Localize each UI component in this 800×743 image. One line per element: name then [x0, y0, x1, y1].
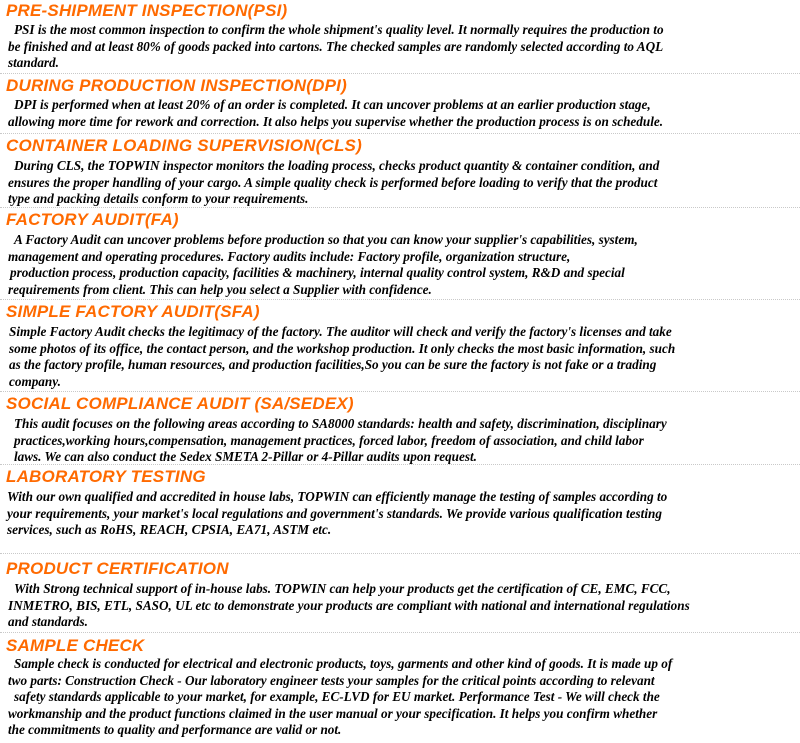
section-body — [8, 158, 796, 208]
body-line: company. — [9, 373, 61, 389]
body-line: laws. We can also conduct the Sedex SMETA 2-Pillar or 4-Pillar audits upon request. — [14, 449, 477, 465]
body-line: During CLS, the TOPWIN inspector monitors the loading process, checks product quantity & container condition, and — [14, 158, 660, 173]
section-body — [8, 232, 796, 298]
section-divider — [0, 391, 800, 393]
section-fa — [0, 210, 800, 298]
section-social-compliance — [0, 394, 800, 464]
body-line: requirements from client. This can help you select a Supplier with confidence. — [8, 281, 432, 297]
body-line: workmanship and the product functions claimed in the user manual or your specification. It helps you confirm whether — [8, 705, 658, 721]
body-line: allowing more time for rework and correction. It also helps you supervise whether the production process is on schedule. — [8, 113, 664, 129]
body-line: PSI is the most common inspection to confirm the whole shipment's quality level. It normally requires the production to — [14, 22, 664, 37]
body-line: production process, production capacity, facilities & machinery, internal quality control system, R&D and special — [10, 265, 625, 281]
section-body — [9, 324, 796, 390]
body-line: two parts: Construction Check - Our laboratory engineer tests your samples for the critical points according to relevant — [8, 672, 655, 688]
section-divider — [0, 299, 800, 301]
section-laboratory-testing — [0, 467, 800, 547]
section-body — [8, 22, 796, 72]
section-divider — [0, 207, 800, 209]
section-title: PRODUCT CERTIFICATION — [6, 559, 229, 578]
section-body — [7, 489, 796, 539]
section-body — [8, 581, 796, 631]
section-divider — [0, 133, 800, 135]
section-divider — [0, 73, 800, 75]
section-title: SIMPLE FACTORY AUDIT(SFA) — [6, 302, 260, 321]
body-line: some photos of its office, the contact person, and the workshop production. It only checks the most basic information, such — [9, 340, 676, 356]
section-divider — [0, 632, 800, 634]
section-title: CONTAINER LOADING SUPERVISION(CLS) — [6, 136, 362, 155]
body-line: With Strong technical support of in-house labs. TOPWIN can help your products get the certification of CE, EMC, FCC, — [14, 581, 671, 596]
section-sfa — [0, 302, 800, 390]
body-line: standard. — [8, 55, 59, 71]
body-line: type and packing details conform to your requirements. — [8, 191, 309, 207]
section-product-certification — [0, 559, 800, 631]
body-line: Simple Factory Audit checks the legitimacy of the factory. The auditor will check and verify the factory's licenses and take — [9, 324, 672, 339]
section-title: SAMPLE CHECK — [6, 636, 145, 655]
body-line: A Factory Audit can uncover problems before production so that you can know your supplier's capabilities, system, — [14, 232, 638, 247]
body-line: as the factory profile, human resources, and production facilities,So you can be sure the factory is not fake or a trading — [9, 357, 657, 373]
section-title: PRE-SHIPMENT INSPECTION(PSI) — [6, 1, 288, 20]
body-line: INMETRO, BIS, ETL, SASO, UL etc to demonstrate your products are compliant with national and international regulations — [8, 597, 690, 613]
body-line: the commitments to quality and performance are valid or not. — [8, 722, 342, 738]
body-line: This audit focuses on the following areas according to SA8000 standards: health and safety, discrimination, disciplinary — [14, 416, 667, 431]
body-line: practices,working hours,compensation, management practices, forced labor, freedom of association, and child labor — [14, 432, 644, 448]
section-sample-check — [0, 636, 800, 743]
body-line: and standards. — [8, 614, 88, 630]
section-title: SOCIAL COMPLIANCE AUDIT (SA/SEDEX) — [6, 394, 354, 413]
section-dpi — [0, 76, 800, 132]
body-line: With our own qualified and accredited in house labs, TOPWIN can efficiently manage the testing of samples according to — [7, 489, 668, 504]
body-line: Sample check is conducted for electrical and electronic products, toys, garments and other kind of goods. It is made up of — [14, 656, 673, 671]
section-body — [14, 416, 796, 466]
section-title: FACTORY AUDIT(FA) — [6, 210, 179, 229]
body-line: management and operating procedures. Factory audits include: Factory profile, organization structure, — [8, 248, 571, 264]
section-body — [8, 656, 796, 739]
body-line: services, such as RoHS, REACH, CPSIA, EA71, ASTM etc. — [7, 522, 332, 538]
body-line: ensures the proper handling of your cargo. A simple quality check is performed before loading to verify that the product — [8, 174, 658, 190]
section-title: LABORATORY TESTING — [6, 467, 206, 486]
section-divider — [0, 464, 800, 466]
body-line: be finished and at least 80% of goods packed into cartons. The checked samples are randomly selected according to AQL — [8, 38, 664, 54]
body-line: your requirements, your market's local regulations and government's standards. We provide various qualification testing — [7, 505, 662, 521]
section-cls — [0, 136, 800, 208]
section-psi — [0, 0, 800, 72]
section-body — [8, 97, 796, 130]
body-line: safety standards applicable to your market, for example, EC-LVD for EU market. Performance Test - We will check the — [14, 689, 660, 705]
section-title: DURING PRODUCTION INSPECTION(DPI) — [6, 76, 347, 95]
section-divider — [0, 553, 800, 555]
body-line: DPI is performed when at least 20% of an order is completed. It can uncover problems at an earlier production stage, — [14, 97, 651, 112]
